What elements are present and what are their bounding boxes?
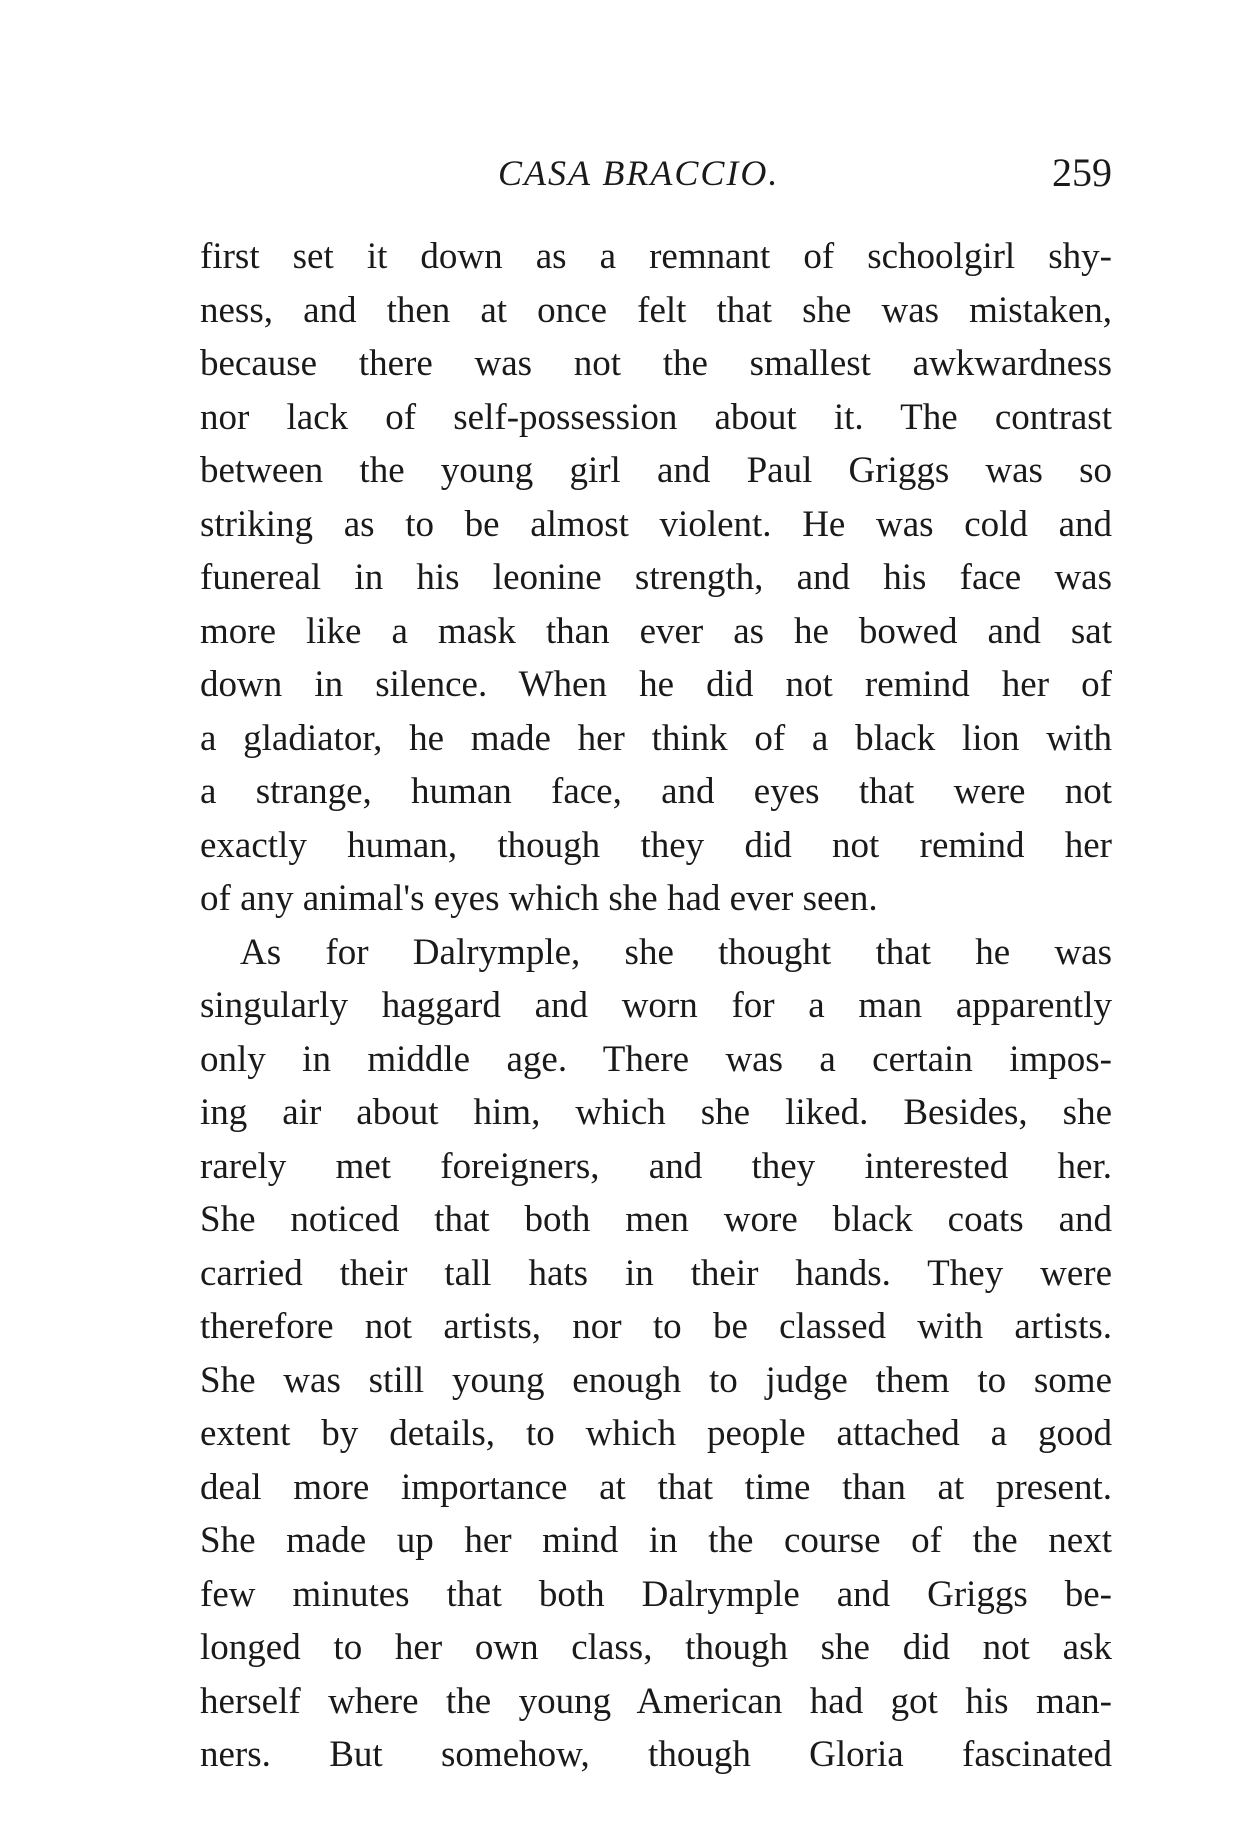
text-line: She was still young enough to judge them to some <box>200 1359 1112 1401</box>
page-number: 259 <box>1052 150 1112 195</box>
text-line: therefore not artists, nor to be classed with artists. <box>200 1306 1112 1347</box>
text-line: only in middle age. There was a certain impos- <box>200 1038 1112 1080</box>
text-line: ness, and then at once felt that she was mistaken, <box>200 289 1112 331</box>
text-line: extent by details, to which people attached a good <box>200 1413 1112 1454</box>
text-line: deal more importance at that time than at present. <box>200 1466 1112 1508</box>
text-line: a strange, human face, and eyes that were not <box>200 771 1112 812</box>
text-line: striking as to be almost violent. He was cold and <box>200 503 1112 545</box>
text-line: down in silence. When he did not remind her of <box>200 664 1112 705</box>
text-line: ners. But somehow, though Gloria fascinated <box>200 1734 1112 1775</box>
text-line: more like a mask than ever as he bowed and sat <box>200 610 1112 652</box>
text-line: herself where the young American had got his man- <box>200 1680 1112 1722</box>
text-line: rarely met foreigners, and they interested her. <box>200 1145 1112 1187</box>
text-line: longed to her own class, though she did not ask <box>200 1627 1112 1668</box>
paragraph <box>200 926 1112 1782</box>
text-line: of any animal's eyes which she had ever seen. <box>200 878 878 919</box>
text-line: carried their tall hats in their hands. They were <box>200 1252 1112 1294</box>
text-line: She made up her mind in the course of the next <box>200 1520 1112 1561</box>
text-line: first set it down as a remnant of schoolgirl shy- <box>200 236 1112 277</box>
text-line: exactly human, though they did not remind her <box>200 824 1112 866</box>
running-head <box>200 148 1112 198</box>
text-line: funereal in his leonine strength, and his face was <box>200 557 1112 598</box>
text-line: ing air about him, which she liked. Besides, she <box>200 1092 1112 1133</box>
text-line: few minutes that both Dalrymple and Griggs be- <box>200 1573 1112 1615</box>
text-line: a gladiator, he made her think of a black lion with <box>200 717 1112 759</box>
text-line: between the young girl and Paul Griggs was so <box>200 450 1112 491</box>
text-line: As for Dalrymple, she thought that he was <box>240 931 1112 973</box>
text-line: She noticed that both men wore black coats and <box>200 1199 1112 1240</box>
paragraph <box>200 230 1112 926</box>
running-title: CASA BRACCIO. <box>498 153 780 193</box>
body-text <box>200 230 1112 1782</box>
text-line: singularly haggard and worn for a man apparently <box>200 985 1112 1026</box>
text-line: because there was not the smallest awkwardness <box>200 343 1112 384</box>
text-line: nor lack of self-possession about it. The contrast <box>200 396 1112 438</box>
